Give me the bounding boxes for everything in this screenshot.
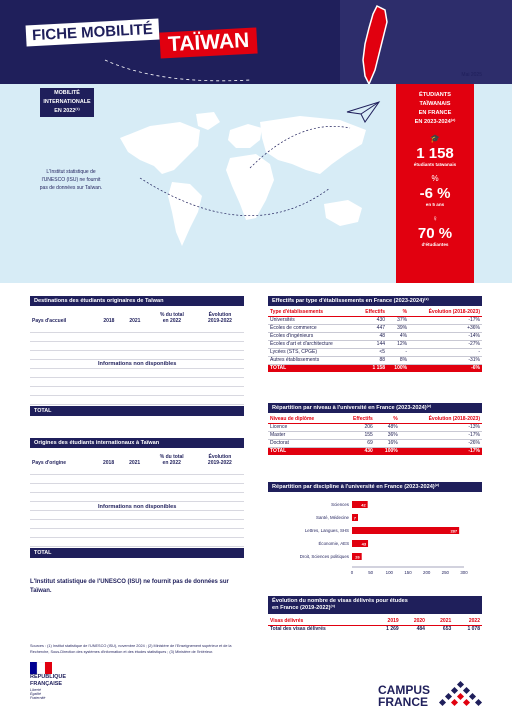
data-label: 7 bbox=[353, 515, 356, 521]
table-row bbox=[268, 332, 482, 340]
dest-col-evo-a: Évolution bbox=[208, 312, 232, 318]
isu-bottom-note: L'Institut statistique de l'UNESCO (ISU) ne fournit pas de données sur Taïwan. bbox=[30, 579, 229, 594]
cell: - bbox=[478, 349, 480, 355]
cell: -26% bbox=[468, 440, 480, 446]
cell: Universités bbox=[270, 317, 295, 323]
x-tick-label: 250 bbox=[441, 570, 449, 575]
empty-row bbox=[30, 342, 244, 351]
cell: TOTAL bbox=[268, 364, 356, 372]
empty-row bbox=[30, 324, 244, 333]
destinations-na: Informations non disponibles bbox=[98, 361, 177, 367]
cell: -14% bbox=[468, 333, 480, 339]
percent-icon: % bbox=[431, 174, 439, 183]
discipline-chart bbox=[268, 494, 482, 580]
x-tick-label: 100 bbox=[385, 570, 393, 575]
cell: Autres établissements bbox=[270, 357, 320, 363]
discipline-title: Répartition par discipline à l'université en France (2023-2024)⁽²⁾ bbox=[268, 482, 482, 492]
graduation-cap-icon: 🎓 bbox=[430, 134, 440, 143]
cell: 48% bbox=[387, 424, 398, 430]
empty-row bbox=[30, 351, 244, 360]
eff-col-type: Type d'établissements bbox=[268, 308, 356, 316]
data-label: 287 bbox=[450, 528, 458, 534]
empty-row bbox=[30, 475, 244, 484]
cf-line-1: CAMPUS bbox=[378, 683, 431, 697]
page-title: FICHE MOBILITÉ bbox=[26, 19, 160, 47]
table-row bbox=[268, 324, 482, 332]
panel-title-line-4: EN 2023-2024⁽²⁾ bbox=[414, 119, 456, 125]
cell: 430 bbox=[376, 317, 386, 323]
table-row bbox=[268, 356, 482, 364]
empty-row bbox=[30, 538, 244, 547]
table-total-row bbox=[268, 447, 482, 455]
data-label: 43 bbox=[361, 541, 367, 547]
cell: 4% bbox=[399, 333, 408, 339]
female-icon: ♀ bbox=[432, 214, 438, 223]
origins-table bbox=[30, 448, 244, 556]
cell: 69 bbox=[367, 440, 373, 446]
origins-title: Origines des étudiants internationaux à Taïwan bbox=[30, 438, 244, 448]
x-tick-label: 50 bbox=[368, 570, 374, 575]
cell: Licence bbox=[270, 424, 288, 430]
rf-line-1: RÉPUBLIQUE bbox=[30, 674, 67, 680]
cell: 206 bbox=[364, 424, 373, 430]
eff-col-count: Effectifs bbox=[356, 308, 387, 316]
destinations-title: Destinations des étudiants originaires de Taïwan bbox=[30, 296, 244, 306]
dest-col-evo-b: 2019-2022 bbox=[208, 318, 232, 324]
sources-note: Sources : (1) Institut statistique de l'UNESCO (ISU), novembre 2024 ; (2) Ministère de l'Enseignement supérieur et de la Recherche, Sous-Direction des systèmes d'information et des études statistiques ; (3) Ministère de l'Intérieur. bbox=[30, 644, 232, 654]
visas-title-line-2: en France (2019-2022)⁽³⁾ bbox=[272, 605, 336, 611]
niveau-title: Répartition par niveau à l'université en France (2023-2024)⁽²⁾ bbox=[268, 403, 482, 413]
orig-col-pct bbox=[148, 448, 196, 466]
orig-col-evo-a: Évolution bbox=[208, 454, 232, 460]
niv-col-pct: % bbox=[375, 415, 400, 423]
category-label: Sciences bbox=[331, 502, 349, 507]
cell: 16% bbox=[387, 440, 398, 446]
country-title: TAÏWAN bbox=[159, 27, 257, 58]
empty-row bbox=[30, 511, 244, 520]
visa-col-2021: 2021 bbox=[427, 617, 453, 625]
panel-title-line-1: ÉTUDIANTS bbox=[418, 92, 451, 98]
x-tick-label: 0 bbox=[350, 570, 354, 575]
empty-row bbox=[30, 333, 244, 342]
header-banner bbox=[0, 0, 512, 84]
category-label: Droit, Sciences politiques bbox=[299, 554, 349, 559]
cell: 430 bbox=[340, 447, 375, 455]
cell: 36% bbox=[387, 432, 398, 438]
table-row bbox=[268, 423, 482, 431]
category-label: Économie, AES bbox=[318, 541, 349, 546]
cell: 144 bbox=[376, 341, 386, 347]
panel-title-line-3: EN FRANCE bbox=[418, 110, 452, 116]
table-row bbox=[268, 340, 482, 348]
empty-row bbox=[30, 387, 244, 396]
dest-col-pct bbox=[148, 306, 196, 324]
cell: 653 bbox=[442, 626, 452, 633]
cell: Écoles d'art et d'architecture bbox=[270, 341, 333, 347]
dest-col-pct-a: % du total bbox=[159, 312, 184, 318]
destinations-table bbox=[30, 306, 244, 414]
mobility-line-1: MOBILITÉ bbox=[54, 90, 80, 96]
rf-motto-1: Liberté bbox=[30, 688, 41, 692]
orig-col-country: Pays d'origine bbox=[32, 460, 66, 466]
empty-row bbox=[30, 466, 244, 475]
student-count-label: étudiants taïwanais bbox=[413, 162, 457, 167]
cell: 447 bbox=[376, 325, 386, 331]
category-label: Santé, Médecine bbox=[316, 515, 349, 520]
visa-col-2020: 2020 bbox=[401, 617, 427, 625]
cell: -13% bbox=[468, 424, 480, 430]
orig-col-evo-b: 2019-2022 bbox=[207, 460, 232, 466]
mobility-line-3: EN 2022⁽¹⁾ bbox=[54, 108, 80, 114]
cell: -17% bbox=[468, 317, 480, 323]
visa-col-2019: 2019 bbox=[372, 617, 401, 625]
rf-motto-2: Égalité bbox=[30, 692, 41, 696]
table-row bbox=[268, 439, 482, 447]
empty-row bbox=[30, 529, 244, 538]
isu-note: L'Institut statistique de l'UNESCO (ISU) ne fournit pas de données sur Taïwan. bbox=[39, 169, 103, 191]
cell: Écoles de commerce bbox=[270, 325, 317, 331]
student-count: 1 158 bbox=[416, 145, 454, 162]
empty-row bbox=[30, 484, 244, 493]
visas-title bbox=[268, 596, 482, 614]
cell: Total des visas délivrés bbox=[270, 626, 326, 633]
niv-col-count: Effectifs bbox=[340, 415, 375, 423]
destinations-total: TOTAL bbox=[30, 406, 244, 416]
empty-row bbox=[30, 520, 244, 529]
female-share: 70 % bbox=[417, 225, 453, 242]
cell: -31% bbox=[468, 357, 480, 363]
dest-col-2018: 2018 bbox=[103, 318, 115, 324]
rf-line-2: FRANÇAISE bbox=[30, 681, 63, 687]
table-row bbox=[268, 431, 482, 439]
data-label: 42 bbox=[361, 502, 366, 508]
mobility-line-2: INTERNATIONALE bbox=[43, 99, 91, 105]
panel-title bbox=[396, 91, 474, 127]
visa-col-label: Visas délivrés bbox=[268, 617, 372, 625]
marianne-logo-icon bbox=[30, 662, 52, 674]
cell: 484 bbox=[416, 626, 425, 633]
five-year-change-label: en 5 ans bbox=[425, 202, 445, 207]
cell: 155 bbox=[364, 432, 373, 438]
world-map bbox=[110, 108, 380, 258]
effectifs-title: Effectifs par type d'établissements en France (2023-2024)⁽²⁾ bbox=[268, 296, 482, 306]
dest-col-2021: 2021 bbox=[129, 318, 141, 324]
orig-col-2018: 2018 bbox=[102, 460, 115, 466]
publication-date: Mai 2025 bbox=[461, 72, 482, 78]
cell: Doctorat bbox=[270, 440, 289, 446]
table-row bbox=[268, 348, 482, 356]
orig-col-pct-b: en 2022 bbox=[162, 460, 181, 466]
data-label: 26 bbox=[355, 554, 360, 560]
niveau-table bbox=[268, 415, 482, 455]
empty-row bbox=[30, 493, 244, 502]
cell: TOTAL bbox=[268, 447, 340, 455]
dest-col-country: Pays d'accueil bbox=[32, 318, 67, 324]
taiwan-map-icon bbox=[355, 4, 395, 84]
visas-table bbox=[268, 617, 482, 633]
mobility-box bbox=[40, 88, 94, 117]
category-label: Lettres, Langues, SHS bbox=[304, 528, 349, 533]
cell: -6% bbox=[409, 364, 482, 372]
cell: 37% bbox=[397, 317, 408, 323]
x-tick-label: 150 bbox=[404, 570, 412, 575]
table-total-row bbox=[268, 364, 482, 372]
five-year-change: -6 % bbox=[419, 185, 451, 202]
female-share-label: d'étudiantes bbox=[421, 242, 449, 247]
visa-col-2022: 2022 bbox=[453, 617, 482, 625]
cell: <5 bbox=[379, 349, 386, 355]
cell: Lycées (STS, CPGE) bbox=[270, 349, 318, 355]
x-tick-label: 300 bbox=[460, 570, 468, 575]
campus-france-emblem-icon bbox=[436, 680, 484, 712]
cell: -17% bbox=[468, 432, 480, 438]
cell: 1 078 bbox=[467, 626, 480, 633]
orig-col-pct-a: % du total bbox=[159, 454, 184, 460]
cell: 8% bbox=[399, 357, 408, 363]
niv-col-evo: Évolution (2018-2023) bbox=[400, 415, 482, 423]
cell: 1 269 bbox=[386, 626, 399, 633]
campus-france-logo bbox=[378, 684, 430, 708]
table-row bbox=[268, 316, 482, 324]
dest-col-pct-b: en 2022 bbox=[162, 318, 182, 324]
cell: - bbox=[405, 349, 408, 355]
cell: 48 bbox=[379, 333, 386, 339]
cell: 88 bbox=[379, 357, 386, 363]
x-tick-label: 200 bbox=[423, 570, 431, 575]
origins-total: TOTAL bbox=[30, 548, 244, 558]
empty-row bbox=[30, 378, 244, 387]
cell: -17% bbox=[400, 447, 482, 455]
cell: 39% bbox=[397, 325, 408, 331]
cell: Master bbox=[270, 432, 286, 438]
orig-col-2021: 2021 bbox=[129, 460, 141, 466]
visas-title-line-1: Évolution du nombre de visas délivrés pour études bbox=[272, 598, 408, 604]
eff-col-evo: Évolution (2018-2023) bbox=[409, 308, 482, 316]
empty-row bbox=[30, 369, 244, 378]
cell: +36% bbox=[467, 325, 480, 331]
eff-col-pct: % bbox=[387, 308, 409, 316]
cell: 12% bbox=[397, 341, 408, 347]
orig-col-evo bbox=[196, 448, 244, 466]
bar bbox=[352, 527, 459, 534]
dest-col-evo bbox=[196, 306, 244, 324]
cf-line-2: FRANCE bbox=[378, 695, 428, 709]
rf-motto bbox=[30, 688, 66, 700]
panel-title-line-2: TAÏWANAIS bbox=[419, 101, 451, 107]
rf-motto-3: Fraternité bbox=[30, 696, 46, 700]
effectifs-table bbox=[268, 308, 482, 372]
table-row bbox=[268, 625, 482, 633]
cell: 100% bbox=[387, 364, 409, 372]
students-in-france-panel bbox=[396, 84, 474, 283]
empty-row bbox=[30, 396, 244, 405]
cell: Écoles d'ingénieurs bbox=[270, 333, 314, 339]
republique-logo bbox=[30, 674, 66, 700]
cell: 1 158 bbox=[356, 364, 387, 372]
niv-col-level: Niveau de diplôme bbox=[268, 415, 340, 423]
cell: -27% bbox=[468, 341, 480, 347]
origins-na: Informations non disponibles bbox=[98, 504, 177, 510]
paper-plane-icon bbox=[345, 100, 381, 124]
cell: 100% bbox=[375, 447, 400, 455]
